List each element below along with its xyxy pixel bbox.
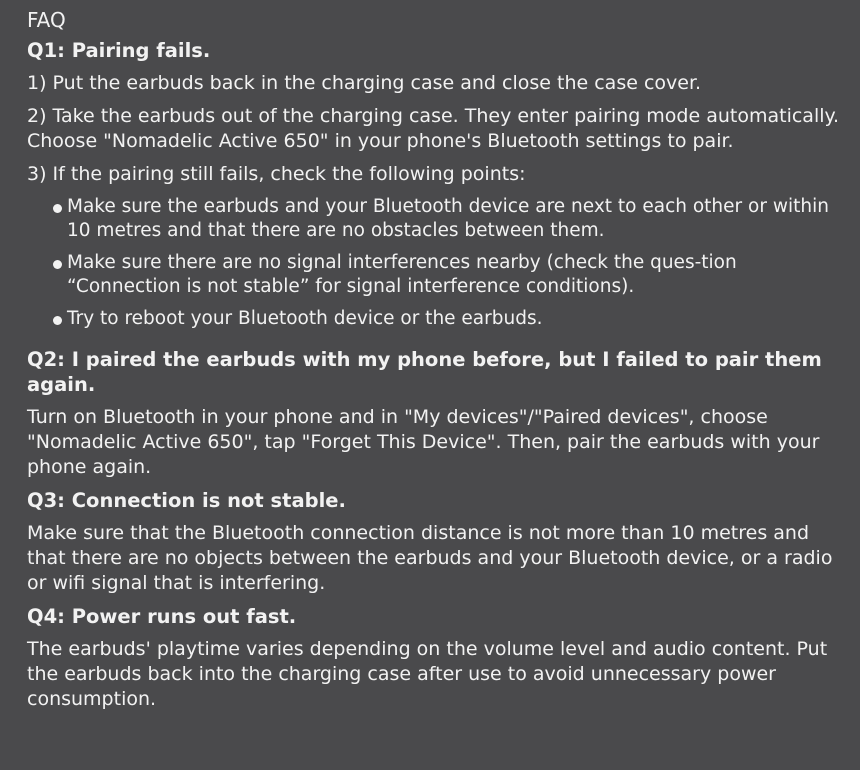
- list-item: [27, 307, 840, 331]
- q1-step-2: 2) Take the earbuds out of the charging case. They enter pairing mode automatically. Choose "Nomadelic Active 650" in your phone's Bluetooth settings to pair.: [27, 105, 840, 152]
- list-item: [27, 195, 840, 243]
- q3-answer: Make sure that the Bluetooth connection distance is not more than 10 metres and that there are no objects between the earbuds and your Bluetooth device, or a radio or wifi signal that is interfering.: [27, 522, 833, 594]
- list-item-text: Make sure the earbuds and your Bluetooth device are next to each other or within 10 metres and that there are no obstacles between them.: [67, 196, 829, 241]
- list-item-text: Make sure there are no signal interferences nearby (check the ques-tion “Connection is not stable” for signal interference conditions).: [67, 252, 737, 297]
- q4-answer: The earbuds' playtime varies depending on the volume level and audio content. Put the earbuds back into the charging case after use to avoid unnecessary power consumption.: [27, 638, 828, 710]
- q1-question: Q1: Pairing fails.: [27, 39, 211, 62]
- bullet-dot-icon: [53, 260, 62, 269]
- page-title: FAQ: [27, 8, 66, 32]
- q4-question: Q4: Power runs out fast.: [27, 605, 297, 628]
- q1-checklist: [27, 195, 840, 331]
- list-item: [27, 251, 840, 299]
- bullet-dot-icon: [53, 204, 62, 213]
- q2-question: Q2: I paired the earbuds with my phone before, but I failed to pair them again.: [27, 348, 822, 396]
- bullet-dot-icon: [53, 316, 62, 325]
- q3-question: Q3: Connection is not stable.: [27, 489, 346, 512]
- list-item-text: Try to reboot your Bluetooth device or the earbuds.: [67, 308, 543, 329]
- q2-answer: Turn on Bluetooth in your phone and in "My devices"/"Paired devices", choose "Nomadelic Active 650", tap "Forget This Device". Then, pair the earbuds with your phone again.: [27, 406, 820, 478]
- q1-step-1: 1) Put the earbuds back in the charging case and close the case cover.: [27, 72, 702, 94]
- q1-step-3: 3) If the pairing still fails, check the following points:: [27, 163, 526, 185]
